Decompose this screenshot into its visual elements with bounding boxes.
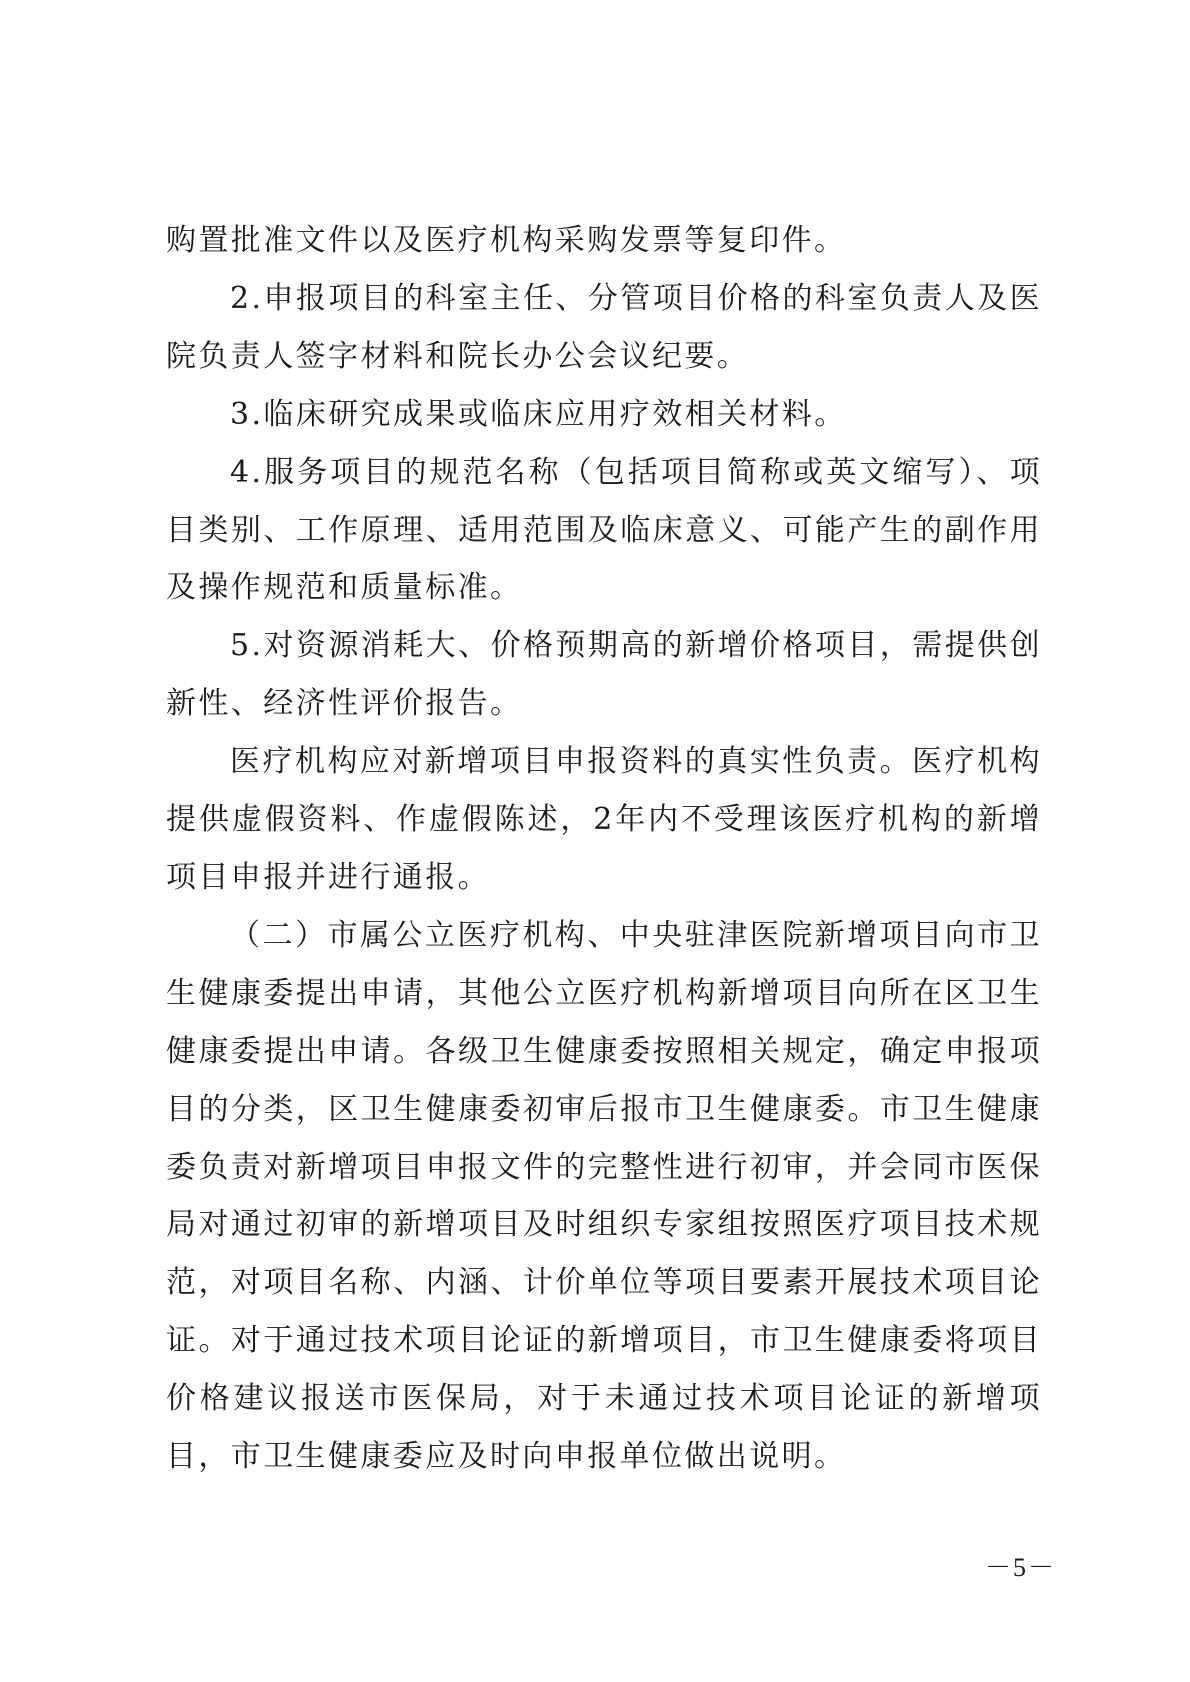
paragraph-responsibility: 医疗机构应对新增项目申报资料的真实性负责。医疗机构提供虚假资料、作虚假陈述，2年内不受理该医疗机构的新增项目申报并进行通报。 — [166, 744, 1042, 895]
paragraph-item-5: 5.对资源消耗大、价格预期高的新增价格项目，需提供创新性、经济性评价报告。 — [166, 628, 1042, 722]
paragraph-continuation: 购置批准文件以及医疗机构采购发票等复印件。 — [166, 223, 847, 258]
paragraph-item-4: 4.服务项目的规范名称（包括项目简称或英文缩写）、项目类别、工作原理、适用范围及临床意义、可能产生的副作用及操作规范和质量标准。 — [166, 454, 1042, 606]
paragraph-item-3: 3.临床研究成果或临床应用疗效相关材料。 — [230, 396, 847, 432]
paragraph-item-2: 2.申报项目的科室主任、分管项目价格的科室负责人及医院负责人签字材料和院长办公会议纪要。 — [166, 280, 1042, 374]
document-body — [166, 212, 1042, 1486]
paragraph-section-2: （二）市属公立医疗机构、中央驻津医院新增项目向市卫生健康委提出申请，其他公立医疗机构新增项目向所在区卫生健康委提出申请。各级卫生健康委按照相关规定，确定申报项目的分类，区卫生健康委初审后报市卫生健康委。市卫生健康委负责对新增项目申报文件的完整性进行初审，并会同市医保局对通过初审的新增项目及时组织专家组按照医疗项目技术规范，对项目名称、内涵、计价单位等项目要素开展技术项目论证。对于通过技术项目论证的新增项目，市卫生健康委将项目价格建议报送市医保局，对于未通过技术项目论证的新增项目，市卫生健康委应及时向申报单位做出说明。 — [166, 917, 1042, 1475]
page-number: －5－ — [985, 1553, 1057, 1582]
